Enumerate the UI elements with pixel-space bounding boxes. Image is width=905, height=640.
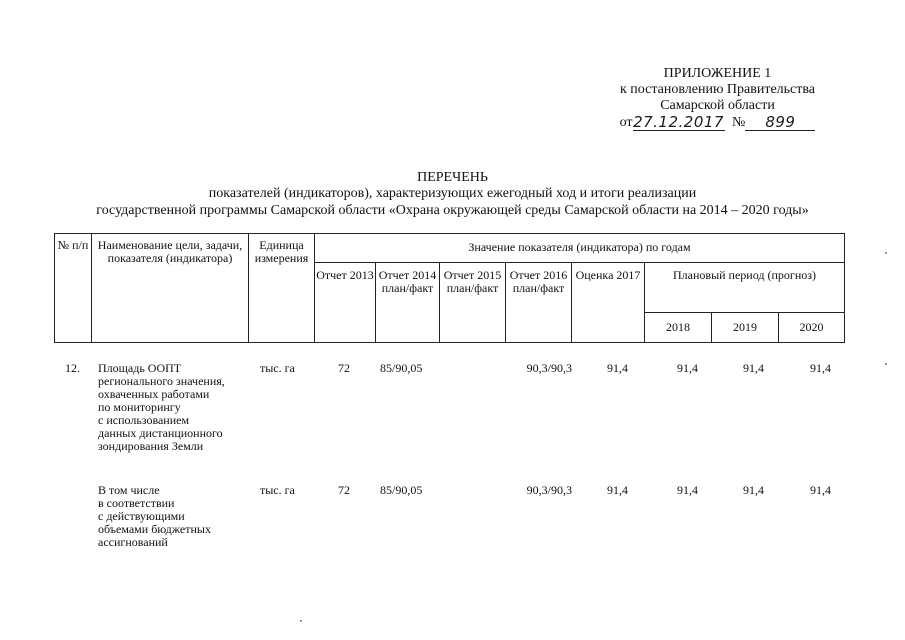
row-name-line: зондирования Земли	[98, 439, 204, 453]
row-name-line: регионального значения,	[98, 374, 225, 388]
row-name-line: с использованием	[98, 413, 190, 427]
header-num: № п/п	[55, 234, 92, 343]
header-report-2015: Отчет 2015 план/факт	[440, 263, 506, 343]
row-report-2014: 85/90,05	[380, 361, 423, 375]
handwritten-number: 899	[745, 114, 815, 131]
row-plan-2020: 91,4	[810, 483, 831, 497]
row-name-line: по мониторингу	[98, 400, 181, 414]
header-year-2020: 2020	[779, 313, 845, 343]
row-name-line: ассигнований	[98, 535, 168, 549]
header-plan-group: Плановый период (прогноз)	[645, 263, 845, 313]
row-estimate-2017: 91,4	[607, 483, 628, 497]
scan-speck	[885, 252, 887, 254]
decree-date-number	[595, 114, 840, 132]
header-year-2019: 2019	[712, 313, 779, 343]
row-plan-2019: 91,4	[743, 361, 764, 375]
row-name-line: данных дистанционного	[98, 426, 223, 440]
row-number: 12.	[65, 361, 80, 375]
row-unit: тыс. га	[260, 361, 295, 375]
row-name-line: В том числе	[98, 483, 160, 497]
document-title: ПЕРЕЧЕНЬ	[417, 170, 488, 185]
appendix-block	[595, 66, 840, 132]
row-unit: тыс. га	[260, 483, 295, 497]
row-plan-2019: 91,4	[743, 483, 764, 497]
header-estimate-2017: Оценка 2017	[572, 263, 645, 343]
appendix-region: Самарской области	[660, 98, 775, 113]
row-estimate-2017: 91,4	[607, 361, 628, 375]
handwritten-date: 27.12.2017	[633, 113, 724, 131]
indicators-table-header	[54, 233, 845, 343]
number-prefix: №	[732, 115, 746, 130]
header-year-2018: 2018	[645, 313, 712, 343]
header-values-group: Значение показателя (индикатора) по годам	[315, 234, 845, 263]
header-report-2013: Отчет 2013	[315, 263, 376, 343]
date-prefix: от	[619, 115, 633, 130]
scan-speck	[885, 363, 887, 365]
row-name-line: объемами бюджетных	[98, 522, 211, 536]
document-subtitle-line2: государственной программы Самарской области «Охрана окружающей среды Самарской области на 2014 – 2020 годы»	[96, 203, 809, 218]
row-report-2013: 72	[338, 361, 350, 375]
appendix-decree-ref: к постановлению Правительства	[619, 82, 816, 97]
row-report-2014: 85/90,05	[380, 483, 423, 497]
header-report-2016: Отчет 2016 план/факт	[506, 263, 572, 343]
appendix-title: ПРИЛОЖЕНИЕ 1	[663, 66, 772, 81]
row-name-line: в соответствии	[98, 496, 175, 510]
row-name	[98, 484, 258, 549]
row-name-line: Площадь ООПТ	[98, 361, 182, 375]
row-plan-2018: 91,4	[677, 483, 698, 497]
row-name-line: охваченных работами	[98, 387, 210, 401]
row-report-2016: 90,3/90,3	[526, 361, 572, 375]
header-name: Наименование цели, задачи, показателя (индикатора)	[92, 234, 249, 343]
header-unit: Единица измерения	[249, 234, 315, 343]
row-name	[98, 362, 258, 453]
row-plan-2020: 91,4	[810, 361, 831, 375]
row-report-2016: 90,3/90,3	[526, 483, 572, 497]
row-report-2013: 72	[338, 483, 350, 497]
header-report-2014: Отчет 2014 план/факт	[376, 263, 440, 343]
row-plan-2018: 91,4	[677, 361, 698, 375]
row-name-line: с действующими	[98, 509, 185, 523]
scan-speck	[300, 620, 302, 622]
document-subtitle-line1: показателей (индикаторов), характеризующих ежегодный ход и итоги реализации	[208, 186, 697, 201]
